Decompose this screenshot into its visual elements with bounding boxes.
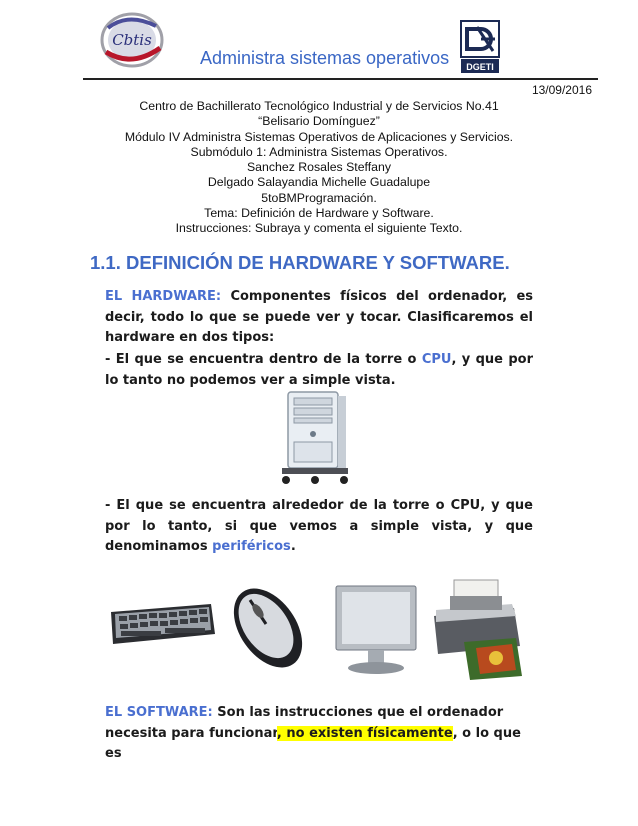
hardware-inside [105, 350, 533, 391]
dgeti-logo-text: DGETI [466, 62, 494, 72]
monitor-image [330, 582, 422, 678]
hardware-label: EL HARDWARE: [105, 289, 222, 304]
date: 13/09/2016 [531, 83, 592, 97]
hardware-outside-post: . [290, 539, 296, 554]
software-definition [105, 703, 533, 765]
dgeti-logo [459, 19, 501, 75]
info-topic: Tema: Definición de Hardware y Software. [204, 206, 434, 221]
software-label: EL SOFTWARE: [105, 705, 213, 720]
software-text-pre: Son las instrucciones que el ordenador necesita para funcionar [105, 705, 504, 741]
info-school: Centro de Bachillerato Tecnológico Industrial y de Servicios No.41 [139, 99, 499, 113]
info-instructions: Instrucciones: Subraya y comenta el siguiente Texto. [175, 221, 463, 236]
info-submodule: Submódulo 1: Administra Sistemas Operativos. [190, 144, 448, 159]
hardware-definition [105, 287, 533, 349]
cbtis-logo-text: Cbtis [112, 31, 152, 49]
mouse-image [222, 578, 312, 678]
hardware-inside-pre: - El que se encuentra dentro de la torre o [105, 352, 422, 367]
info-module: Módulo IV Administra Sistemas Operativos de Aplicaciones y Servicios. [124, 129, 514, 144]
hardware-inside-post: , y que por lo tanto no podemos ver a simple vista. [105, 352, 533, 388]
cpu-tower-image [258, 388, 370, 486]
software-text-post: , o lo que es [105, 725, 521, 761]
hardware-outside [105, 496, 533, 558]
section-title: 1.1. DEFINICIÓN DE HARDWARE Y SOFTWARE. [90, 252, 510, 273]
info-school-name: “Belisario Domínguez” [258, 114, 380, 129]
cpu-link[interactable]: CPU [421, 352, 452, 367]
info-student-2: Delgado Salayandia Michelle Guadalupe [207, 175, 431, 190]
cbtis-logo [98, 8, 166, 72]
perifericos-link[interactable]: periféricos [212, 539, 291, 554]
header-rule [83, 78, 598, 80]
keyboard-image [107, 594, 217, 650]
hardware-text: Componentes físicos del ordenador, es decir, todo lo que se puede ver y tocar. Clasificaremos el hardware en dos tipos: [105, 289, 533, 345]
printer-image [424, 576, 528, 680]
hardware-outside-pre: - El que se encuentra alrededor de la torre o CPU, y que por lo tanto, si que vemos a simple vista, y que denominamos [105, 498, 533, 554]
info-block [0, 99, 638, 237]
software-highlight: , no existen físicamente [276, 725, 453, 741]
info-student-1: Sanchez Rosales Steffany [246, 160, 391, 175]
document-title: Administra sistemas operativos [200, 48, 450, 68]
info-group: 5toBMProgramación. [261, 190, 377, 205]
